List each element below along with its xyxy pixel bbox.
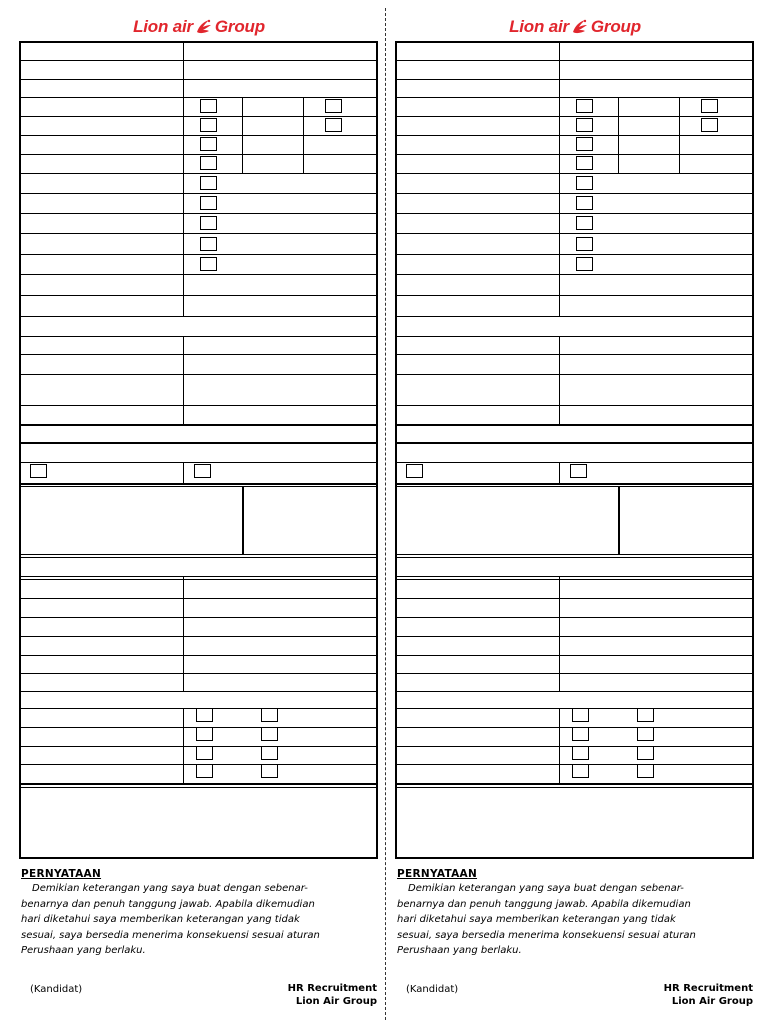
checkbox-empty[interactable] — [196, 708, 213, 722]
form-row-divider — [21, 486, 376, 487]
form-column-divider — [242, 486, 244, 554]
checkbox-empty[interactable] — [576, 176, 593, 190]
form-row-divider — [397, 579, 752, 580]
form-row-divider — [397, 173, 752, 174]
checkbox-empty[interactable] — [200, 176, 217, 190]
checkbox-empty[interactable] — [200, 237, 217, 251]
form-column-divider — [183, 43, 184, 316]
form-column-divider — [183, 336, 184, 424]
form-row-divider — [21, 442, 376, 444]
form-row-divider — [21, 617, 376, 618]
form-row-divider — [21, 579, 376, 580]
statement-line: Demikian keterangan yang saya buat dengan sebenar- — [32, 883, 308, 894]
form-row-divider — [21, 60, 376, 61]
form-row-divider — [397, 483, 752, 485]
checkbox-empty[interactable] — [196, 764, 213, 778]
form-row-divider — [397, 405, 752, 406]
form-row-divider — [397, 97, 752, 98]
lion-bird-icon — [570, 17, 590, 40]
form-column-divider — [242, 97, 243, 173]
form-row-divider — [21, 405, 376, 406]
checkbox-empty[interactable] — [325, 99, 342, 113]
checkbox-empty[interactable] — [570, 464, 587, 478]
checkbox-empty[interactable] — [200, 196, 217, 210]
form-row-divider — [397, 557, 752, 558]
form-row-divider — [21, 213, 376, 214]
form-row-divider — [397, 462, 752, 463]
form-row-divider — [21, 673, 376, 674]
form-column-divider — [559, 43, 560, 316]
form-row-divider — [21, 274, 376, 275]
form-row-divider — [397, 79, 752, 80]
application-form-table — [19, 41, 378, 859]
statement-line: Perushaan yang berlaku. — [21, 945, 146, 956]
application-form-table — [395, 41, 754, 859]
form-row-divider — [21, 598, 376, 599]
form-row-divider — [21, 295, 376, 296]
checkbox-empty[interactable] — [406, 464, 423, 478]
form-column-divider — [618, 486, 620, 554]
hr-recruitment-label: HR Recruitment — [663, 983, 753, 994]
hr-recruitment-label: HR Recruitment — [287, 983, 377, 994]
checkbox-empty[interactable] — [200, 216, 217, 230]
form-row-divider — [21, 636, 376, 637]
statement-line: hari diketahui saya memberikan keterangan yang tidak — [397, 914, 676, 925]
form-row-divider — [397, 576, 752, 577]
form-row-divider — [21, 374, 376, 375]
form-row-divider — [21, 787, 376, 788]
form-row-divider — [21, 554, 376, 555]
form-row-divider — [21, 233, 376, 234]
form-row-divider — [397, 295, 752, 296]
form-row-divider — [21, 254, 376, 255]
lion-air-group-logo: Lion air Group — [19, 17, 379, 40]
checkbox-empty[interactable] — [261, 764, 278, 778]
checkbox-empty[interactable] — [637, 746, 654, 760]
form-row-divider — [397, 486, 752, 487]
form-column-divider — [679, 97, 680, 173]
form-row-divider — [397, 787, 752, 788]
checkbox-empty[interactable] — [194, 464, 211, 478]
form-row-divider — [397, 193, 752, 194]
form-row-divider — [21, 483, 376, 485]
checkbox-empty[interactable] — [572, 727, 589, 741]
form-row-divider — [397, 254, 752, 255]
statement-section — [21, 868, 376, 959]
form-row-divider — [397, 673, 752, 674]
statement-line: Perushaan yang berlaku. — [397, 945, 522, 956]
statement-line: sesuai, saya bersedia menerima konsekuensi sesuai aturan — [21, 929, 320, 941]
checkbox-empty[interactable] — [196, 746, 213, 760]
form-row-divider — [397, 636, 752, 637]
checkbox-empty[interactable] — [637, 727, 654, 741]
form-row-divider — [21, 193, 376, 194]
form-row-divider — [21, 576, 376, 577]
candidate-signature-label: (Kandidat) — [406, 984, 459, 995]
checkbox-empty[interactable] — [576, 196, 593, 210]
form-row-divider — [397, 617, 752, 618]
form-row-divider — [397, 424, 752, 426]
statement-line: benarnya dan penuh tanggung jawab. Apabila dikemudian — [397, 898, 691, 910]
statement-line: Demikian keterangan yang saya buat dengan sebenar- — [408, 883, 684, 894]
form-row-divider — [397, 554, 752, 555]
form-row-divider — [397, 655, 752, 656]
checkbox-empty[interactable] — [196, 727, 213, 741]
form-row-divider — [21, 655, 376, 656]
form-row-divider — [21, 557, 376, 558]
checkbox-empty[interactable] — [200, 137, 217, 151]
form-row-divider — [397, 374, 752, 375]
form-row-divider — [397, 783, 752, 785]
cut-line-divider — [385, 8, 386, 1020]
form-row-divider — [397, 316, 752, 317]
checkbox-empty[interactable] — [572, 764, 589, 778]
checkbox-empty[interactable] — [261, 746, 278, 760]
checkbox-empty[interactable] — [30, 464, 47, 478]
form-column-divider — [559, 462, 560, 483]
company-name-label: Lion Air Group — [295, 996, 377, 1007]
form-row-divider — [21, 97, 376, 98]
form-row-divider — [397, 116, 752, 117]
form-column-divider — [559, 576, 560, 691]
checkbox-empty[interactable] — [261, 708, 278, 722]
checkbox-empty[interactable] — [572, 708, 589, 722]
form-row-divider — [21, 462, 376, 463]
checkbox-empty[interactable] — [637, 708, 654, 722]
form-column-divider — [559, 336, 560, 424]
hr-signature-block — [288, 982, 377, 1008]
form-row-divider — [21, 691, 376, 692]
checkbox-empty[interactable] — [701, 99, 718, 113]
statement-line: benarnya dan penuh tanggung jawab. Apabila dikemudian — [21, 898, 315, 910]
form-row-divider — [21, 135, 376, 136]
form-row-divider — [21, 424, 376, 426]
company-name-label: Lion Air Group — [671, 996, 753, 1007]
form-row-divider — [21, 354, 376, 355]
form-row-divider — [21, 116, 376, 117]
form-row-divider — [21, 783, 376, 785]
checkbox-empty[interactable] — [576, 156, 593, 170]
form-row-divider — [21, 336, 376, 337]
form-row-divider — [397, 598, 752, 599]
checkbox-empty[interactable] — [200, 156, 217, 170]
checkbox-empty[interactable] — [576, 257, 593, 271]
candidate-signature-label: (Kandidat) — [30, 984, 83, 995]
checkbox-empty[interactable] — [576, 137, 593, 151]
form-row-divider — [397, 213, 752, 214]
form-row-divider — [397, 691, 752, 692]
checkbox-empty[interactable] — [325, 118, 342, 132]
form-row-divider — [397, 336, 752, 337]
checkbox-empty[interactable] — [200, 99, 217, 113]
checkbox-empty[interactable] — [701, 118, 718, 132]
form-row-divider — [397, 233, 752, 234]
form-column-divider — [618, 97, 619, 173]
form-row-divider — [397, 354, 752, 355]
form-column-divider — [303, 97, 304, 173]
form-row-divider — [397, 274, 752, 275]
form-column-divider — [183, 576, 184, 691]
checkbox-empty[interactable] — [576, 118, 593, 132]
form-copy-right — [395, 0, 755, 1024]
checkbox-empty[interactable] — [261, 727, 278, 741]
form-row-divider — [397, 135, 752, 136]
checkbox-empty[interactable] — [200, 118, 217, 132]
form-row-divider — [21, 154, 376, 155]
form-row-divider — [397, 60, 752, 61]
form-column-divider — [559, 708, 560, 783]
statement-line: sesuai, saya bersedia menerima konsekuensi sesuai aturan — [397, 929, 696, 941]
statement-line: hari diketahui saya memberikan keterangan yang tidak — [21, 914, 300, 925]
form-row-divider — [21, 173, 376, 174]
form-row-divider — [21, 316, 376, 317]
form-row-divider — [21, 79, 376, 80]
statement-section — [397, 868, 752, 959]
form-row-divider — [397, 442, 752, 444]
form-row-divider — [397, 154, 752, 155]
form-column-divider — [183, 462, 184, 483]
statement-title: PERNYATAAN — [397, 868, 478, 880]
lion-bird-icon — [194, 17, 214, 40]
form-column-divider — [183, 708, 184, 783]
checkbox-empty[interactable] — [576, 216, 593, 230]
form-copy-left — [19, 0, 379, 1024]
checkbox-empty[interactable] — [576, 237, 593, 251]
checkbox-empty[interactable] — [572, 746, 589, 760]
checkbox-empty[interactable] — [637, 764, 654, 778]
checkbox-empty[interactable] — [200, 257, 217, 271]
checkbox-empty[interactable] — [576, 99, 593, 113]
statement-title: PERNYATAAN — [21, 868, 102, 880]
hr-signature-block — [664, 982, 753, 1008]
lion-air-group-logo: Lion air Group — [395, 17, 755, 40]
